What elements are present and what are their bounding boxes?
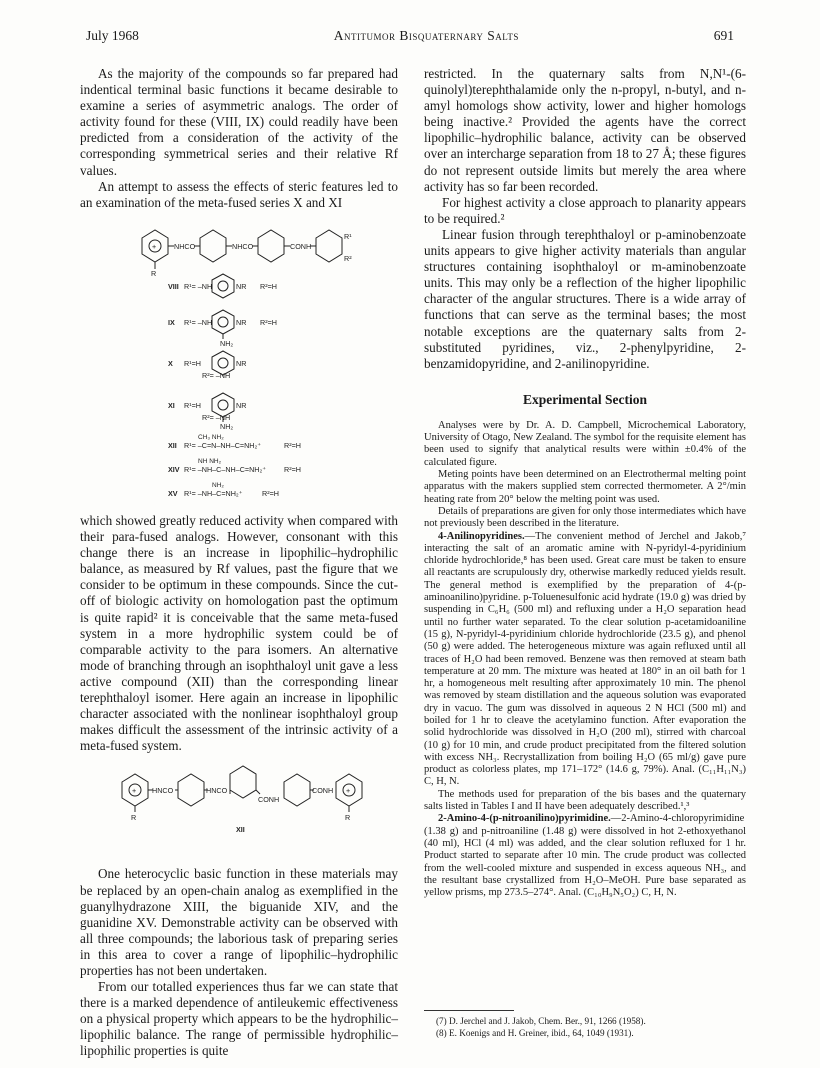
nhco-label-a: NHCO [174,241,196,251]
section-title: Experimental Section [522,391,648,407]
row-xii-r2: R²=H [284,440,301,450]
exp-paragraph-methods: The methods used for preparation of the bis bases and the quaternary salts listed in Tables I and II have been adequately described.¹,³ [424,788,746,813]
page-number: 691 [713,28,734,43]
exp-heading-anilinopyridines: 4-Anilinopyridines. [438,530,525,542]
structure-figure-2 [80,760,398,860]
nhco-label-b: NHCO [232,241,254,251]
row-xiv-r1: R¹= –NH–C–NH–C=NH₂⁺ [184,464,267,474]
row-xi-r2: R²= –NH [202,412,231,422]
ring-plus-label: + [152,241,157,251]
left-column [80,66,398,1060]
footnote-rule [424,1010,514,1011]
left-paragraph-5: From our totalled experiences thus far we can state that there is a marked dependence of antileukemic effectiveness on a physical property which appears to be the hydrophilic–lipophilic balance. The range of permissible hydrophilic–lipophilic properties is quite [80,979,398,1059]
row-xv-r1: R¹= –NH–C=NH₂⁺ [184,488,243,498]
experimental-section [424,420,746,900]
r1-label: R¹ [344,231,352,241]
row-viii-r2: R²=H [260,281,277,291]
compound-number-viii: VIII [168,281,179,291]
footnote-8: (8) E. Koenigs and H. Greiner, ibid., 64, 1049 (1931). [436,1028,634,1038]
exp-paragraph-melting: Meting points have been determined on an Electrothermal melting point apparatus with the makers supplied stem corrected thermometer. A 2°/min heating rate from 20° below the melting point was used. [424,469,746,505]
row-viii-nr: NR [236,281,247,291]
r2-label: R² [344,253,352,263]
fig2-r-left: R [131,813,137,823]
page-header [86,28,734,44]
structure-diagram-xii [80,760,398,856]
left-paragraph-3: which showed greatly reduced activity when compared with their para-fused analogs. However, consonant with this change there is an increase in lipophilic–hydrophilic balance, as measured by Rf values, past the figure that we consider to be optimum in these compounds. Since the cut-off of biologic activity on homologation past the optimum is quite rapid² it is conceivable that the same meta-fused system in a more hydrophilic system could be of comparable activity to the para isomers. An alternative mode of branching through an isophthaloyl unit gave a less active compound (XII) than the corresponding linear terephthaloyl isomer. Here again an increase in lipophilic character associated with the nonlinear isophthaloyl group makes difficult the assessment of the intrinsic activity of a meta-fused system. [80,512,398,754]
exp-heading-pyrimidine: 2-Amino-4-(p-nitroanilino)pyrimidine. [438,813,611,825]
right-paragraph-3: Linear fusion through terephthaloyl or p-aminobenzoate units appears to give higher activity materials than angular structures containing isophthaloyl or m-aminobenzoate units. This may only be a reflection of the higher lipophilic character of the angular structures. There is a wide array of functions that can serve as the terminal bases; the most notable exceptions are the quaternary salts from 2-substituted pyridines, viz., 2-phenylpyridine, 2-benzamidopyridine, and 2-anilinopyridine. [424,226,746,371]
exp-text-pyrimidine: —2-Amino-4-chloropyrimidine (1.38 g) and p-nitroaniline (1.48 g) were dissolved in hot 2-ethoxyethanol (40 ml), HCl (4 ml) was added, and the clear solution refluxed for 1 hr. Product started to separate after 10 min. The crude product was collected from the well-cooled mixture and suspended in excess aqueous NH₃, and the resultant base crystallized from H₂O–MeOH. Pure base separated as yellow prisms, mp 273.5–274°. Anal. (C₁₀H₉N₅O₂) C, H, N. [424,813,746,899]
left-paragraph-4: One heterocyclic basic function in these materials may be replaced by an open-chain analog as exemplified in the guanylhydrazone XIII, the biguanide XIV, and the guanidine XV. Demonstrable activity can be observed with all three compounds; the laborious task of preparing series in this area to cover a range of lipophilic–hydrophilic properties has not been undertaken. [80,866,398,978]
row-xv-top: NH₂ [212,481,224,489]
exp-paragraph-details: Details of preparations are given for only those intermediates which have not previously been described in the literature. [424,505,746,530]
footnotes [424,1010,746,1039]
structure-figure-1 [80,217,398,507]
exp-paragraph-anilinopyridines [424,531,746,789]
compound-number-xi: XI [168,400,175,410]
fig2-r-right: R [345,813,351,823]
compound-number-x: X [168,358,173,368]
row-x-r2: R²= –NH [202,370,231,380]
fig2-conh-b: CONH [312,786,334,796]
row-ix-r1: R¹= –NH [184,317,213,327]
row-xi-r1: R¹=H [184,400,201,410]
row-viii-r1: R¹= –NH [184,281,213,291]
running-title: Antitumor Bisquaternary Salts [333,28,519,43]
compound-number-xiv: XIV [168,464,180,474]
row-xii-r1: R¹= –C=N–NH–C=NH₂⁺ [184,440,262,450]
row-x-nr: NR [236,358,247,368]
row-xii-top: CH₃ NH₂ [198,433,224,441]
fig2-plus-right: + [346,786,351,796]
row-xi-nr: NR [236,400,247,410]
right-column [424,66,746,899]
right-paragraph-2: For highest activity a close approach to planarity appears to be required.² [424,194,746,226]
structure-diagram-series [80,217,398,503]
row-x-r1: R¹=H [184,358,201,368]
fig2-conh-a: CONH [258,795,280,805]
right-paragraph-1: restricted. In the quaternary salts from N,N¹-(6-quinolyl)terephthalamide only the n-propyl, n-butyl, and n-amyl homologs show activity, lower and higher homologs being inactive.² Provided the agents have the correct lipophilic–hydrophilic balance, activity can be observed over an intercharge separation from 18 to 27 Å; these figures do not represent outside limits but merely the area where activity has so far been recorded. [424,66,746,194]
footnote-7: (7) D. Jerchel and J. Jakob, Chem. Ber., 91, 1266 (1958). [436,1016,646,1026]
row-xv-r2: R²=H [262,488,279,498]
row-ix-nr: NR [236,317,247,327]
compound-number-xiii: XII [168,440,177,450]
left-paragraph-1: As the majority of the compounds so far prepared had indentical terminal basic functions it became desirable to examine a series of asymmetric analogs. The order of activity found for these (VIII, IX) could readily have been predicted from a consideration of the activity of the corresponding symmetrical series and their relative Rf values. [80,66,398,178]
row-ix-nh2: NH₂ [220,338,234,348]
fig2-plus-left: + [132,786,137,796]
left-paragraph-2: An attempt to assess the effects of steric features led to an examination of the meta-fused series X and XI [80,178,398,210]
exp-paragraph-pyrimidine [424,813,746,899]
row-ix-r2: R²=H [260,317,277,327]
row-xiv-r2: R²=H [284,464,301,474]
compound-number-ix: IX [168,317,175,327]
exp-text-anilinopyridines: —The convenient method of Jerchel and Jakob,⁷ interacting the salt of an aromatic amine with N-pyridyl-4-pyridinium chloride hydrochloride,⁸ has been used. Great care must be taken to ensure all reactants are scrupulously dry, otherwise markedly reduced yields result. The general method is exemplified by the preparation of 4-(p-aminoanilino)pyridine. p-Toluenesulfonic acid hydrate (19.0 g) was dried by suspending in C₆H₆ (500 ml) and refluxing under a H₂O separation head until no further water separated. To the clear solution p-acetamidoaniline (15 g), N-pyridyl-4-pyridinium chloride hydrochloride (23.5 g), and phenol (50 g) were added. The heterogeneous mixture was again refluxed until all traces of H₂O had been removed. Benzene was then removed at steam bath temperature at 20 mm. The mixture was heated at 180° in an oil bath for 1 hr, a homogeneous melt resulting after approximately 10 min. The phenol was removed by steam distillation and the aqueous solution was evaporated dry in vacuo. The gum was dissolved in aqueous 2 N HCl (500 ml) and boiled for 1 hr to cleave the acetylamino function. After evaporation the solid hydrochloride was dissolved in H₂O (200 ml), stirred with charcoal (10 g) for 10 min, and crude product precipitated from the filtered solution with excess NH₃. Recrystallization from boiling H₂O (65 ml/g) gave pure product as colorless plates, mp 171–172° (14.6 g, 79%). Anal. (C₁₁H₁₁N₃) C, H, N. [424,530,746,788]
fig2-compound-number: XII [236,825,245,835]
header-date: July 1968 [86,28,139,43]
compound-number-xv: XV [168,488,178,498]
exp-paragraph-analyses: Analyses were by Dr. A. D. Campbell, Microchemical Laboratory, University of Otago, New Zealand. The symbol for the requisite element has been used to signify that analytical results were within ±0.4% of the calculated figure. [424,419,747,468]
fig2-hnco-a: HNCO [152,786,174,796]
row-xi-nh2: NH₂ [220,421,234,431]
conh-label: CONH [290,241,312,251]
r-label: R [151,268,157,278]
fig2-hnco-b: HNCO [206,786,228,796]
row-xiv-top: NH NH₂ [198,457,222,465]
